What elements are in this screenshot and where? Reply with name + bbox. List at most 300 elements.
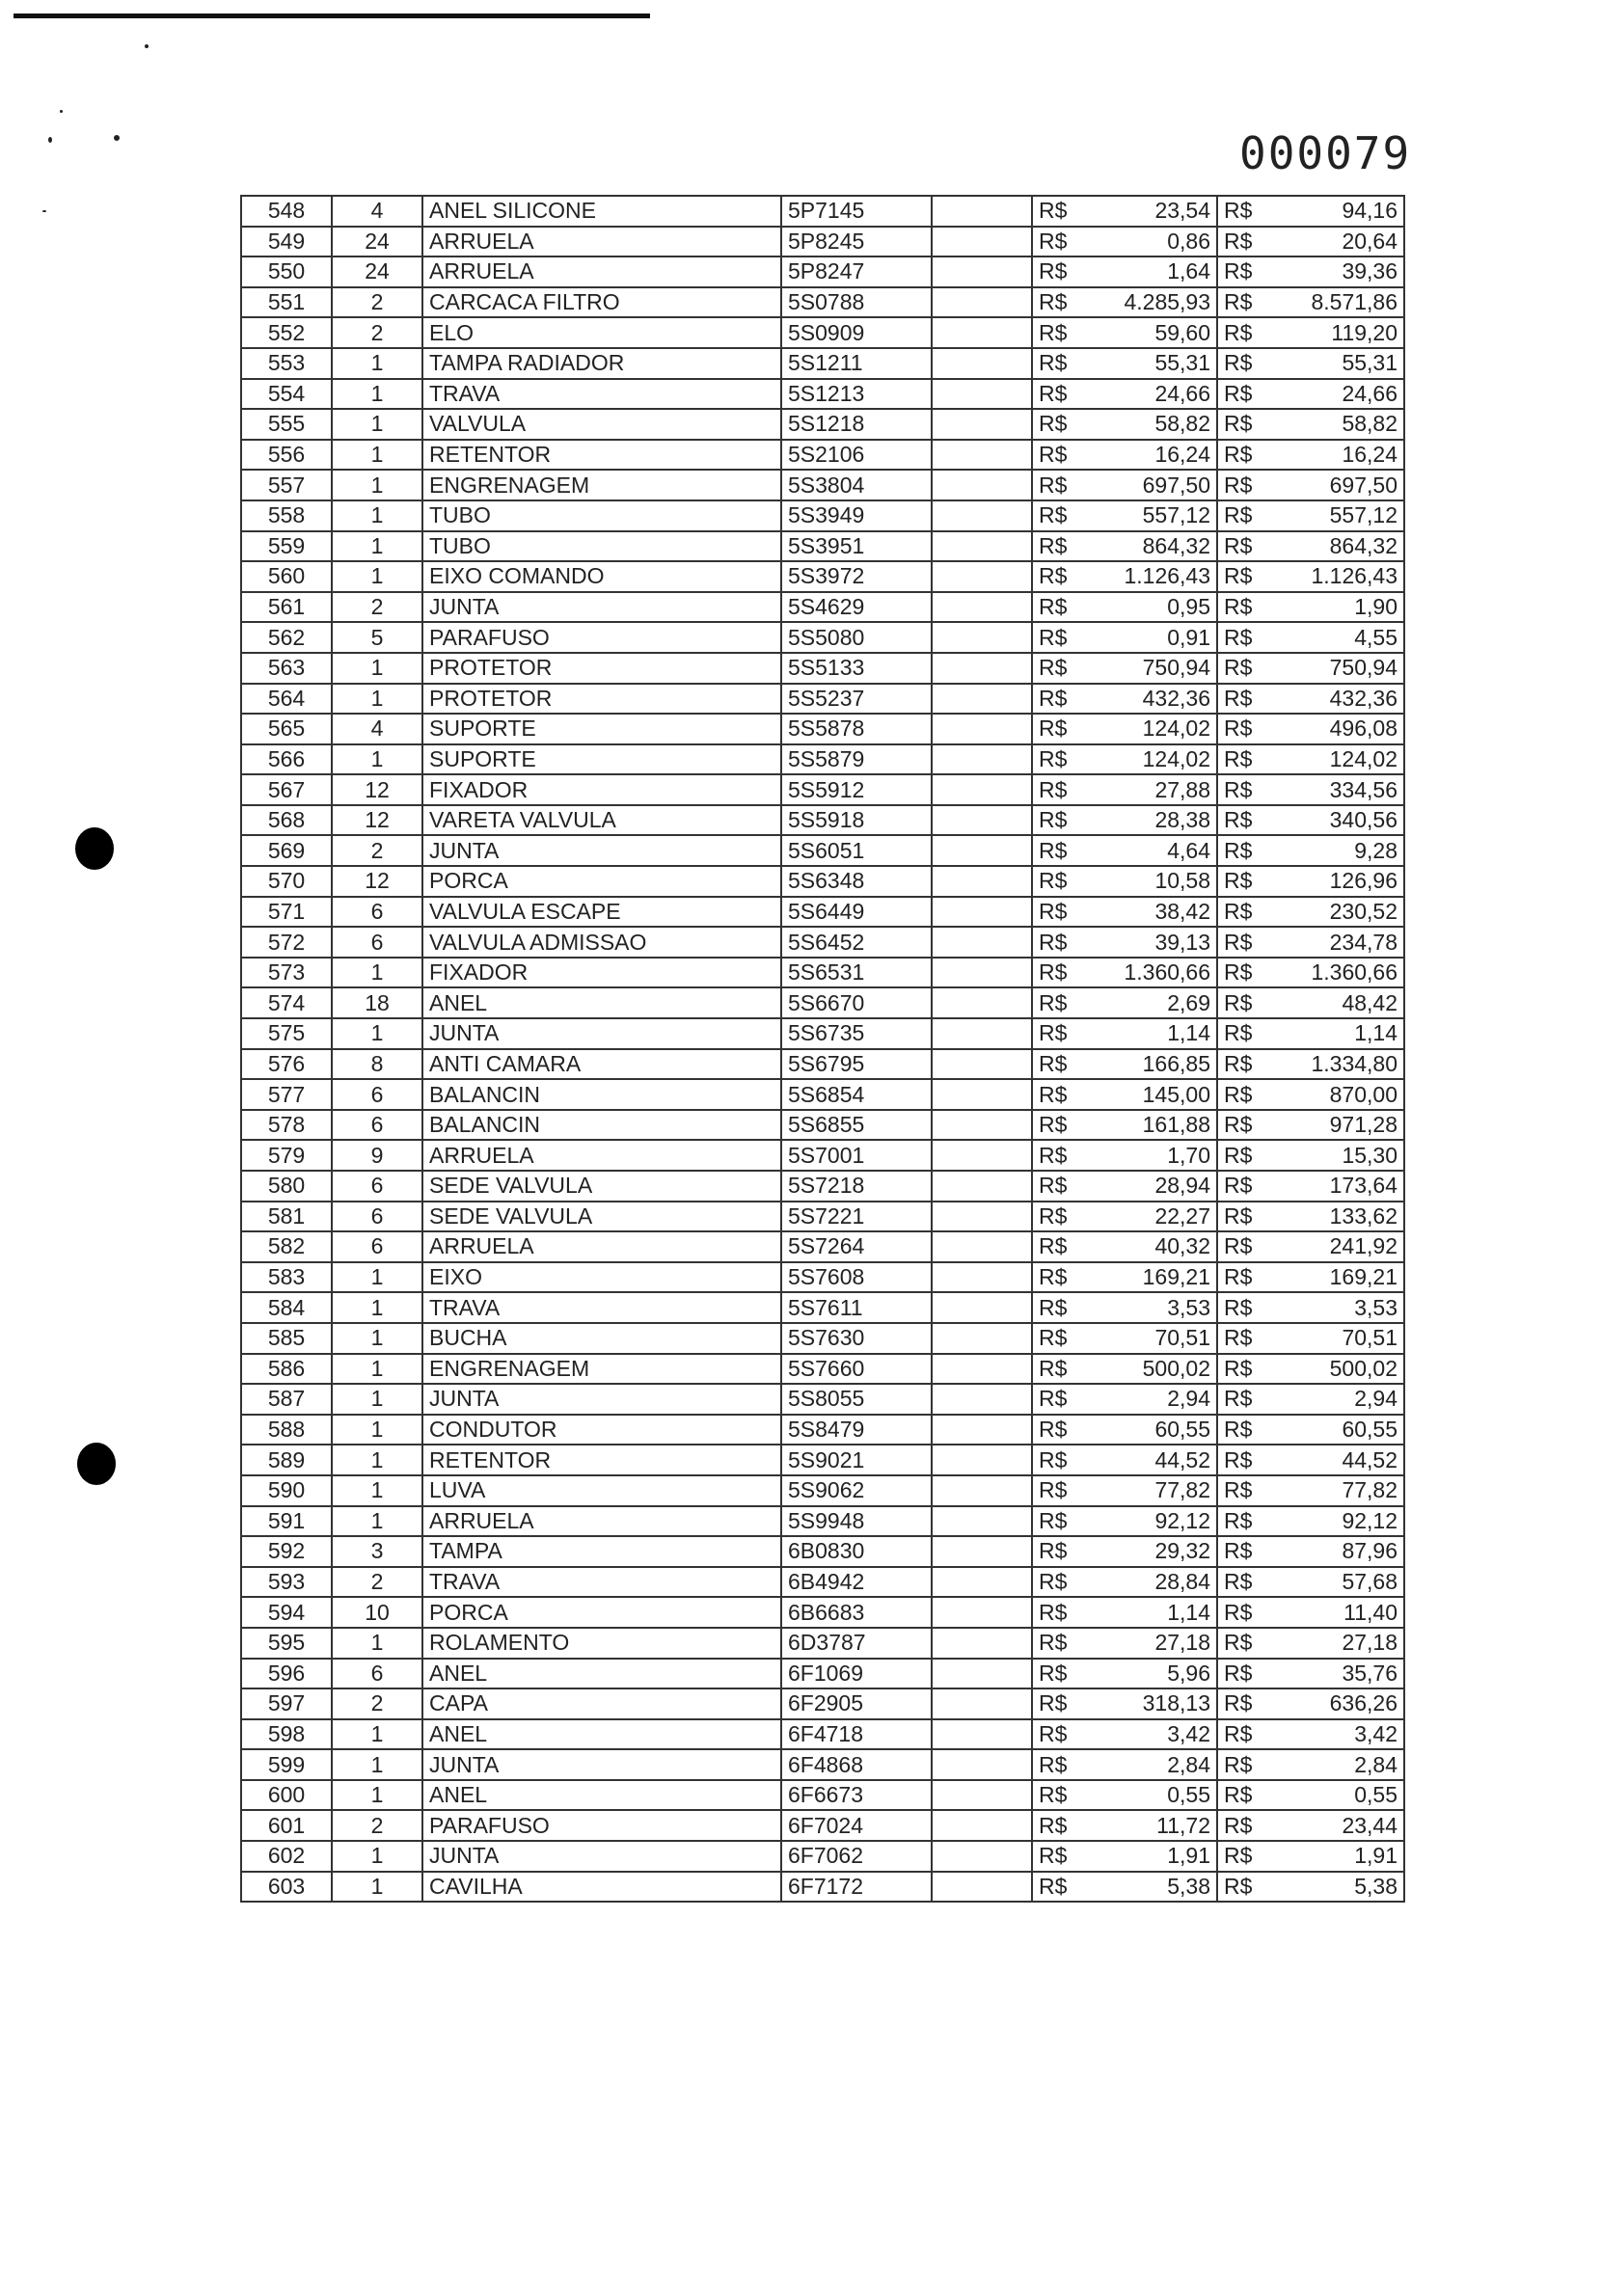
item-number-cell: 585 — [241, 1323, 332, 1354]
blank-cell — [932, 1262, 1032, 1293]
total-price-cell: 87,96 — [1275, 1536, 1404, 1567]
part-code-cell: 5S6795 — [781, 1049, 932, 1080]
total-price-cell: 124,02 — [1275, 744, 1404, 775]
description-cell: LUVA — [422, 1475, 781, 1506]
part-code-cell: 5S6854 — [781, 1079, 932, 1110]
part-code-cell: 6F7024 — [781, 1810, 932, 1841]
unit-price-cell: 864,32 — [1092, 531, 1217, 562]
currency-label: R$ — [1032, 409, 1092, 440]
description-cell: ARRUELA — [422, 1506, 781, 1537]
part-code-cell: 6F1069 — [781, 1659, 932, 1689]
currency-label: R$ — [1217, 1384, 1275, 1415]
blank-cell — [932, 1506, 1032, 1537]
currency-label: R$ — [1217, 592, 1275, 623]
unit-price-cell: 59,60 — [1092, 317, 1217, 348]
currency-label: R$ — [1217, 1659, 1275, 1689]
currency-label: R$ — [1217, 1780, 1275, 1811]
currency-label: R$ — [1032, 1688, 1092, 1719]
quantity-cell: 12 — [332, 774, 422, 805]
currency-label: R$ — [1032, 1841, 1092, 1872]
description-cell: SEDE VALVULA — [422, 1171, 781, 1202]
currency-label: R$ — [1032, 379, 1092, 410]
quantity-cell: 12 — [332, 805, 422, 836]
total-price-cell: 500,02 — [1275, 1354, 1404, 1385]
unit-price-cell: 39,13 — [1092, 927, 1217, 958]
part-code-cell: 5S7660 — [781, 1354, 932, 1385]
total-price-cell: 24,66 — [1275, 379, 1404, 410]
unit-price-cell: 27,18 — [1092, 1628, 1217, 1659]
document-number: 000079 — [1239, 127, 1412, 179]
total-price-cell: 27,18 — [1275, 1628, 1404, 1659]
description-cell: PROTETOR — [422, 684, 781, 715]
part-code-cell: 5S8479 — [781, 1415, 932, 1445]
blank-cell — [932, 774, 1032, 805]
item-number-cell: 565 — [241, 714, 332, 744]
quantity-cell: 1 — [332, 958, 422, 988]
total-price-cell: 119,20 — [1275, 317, 1404, 348]
currency-label: R$ — [1217, 409, 1275, 440]
currency-label: R$ — [1217, 1749, 1275, 1780]
item-number-cell: 563 — [241, 653, 332, 684]
currency-label: R$ — [1032, 805, 1092, 836]
table-row — [241, 958, 1404, 988]
currency-label: R$ — [1217, 1231, 1275, 1262]
blank-cell — [932, 227, 1032, 257]
blank-cell — [932, 897, 1032, 928]
currency-label: R$ — [1032, 1079, 1092, 1110]
quantity-cell: 2 — [332, 287, 422, 318]
table-row — [241, 805, 1404, 836]
part-code-cell: 5S7264 — [781, 1231, 932, 1262]
currency-label: R$ — [1032, 1536, 1092, 1567]
total-price-cell: 870,00 — [1275, 1079, 1404, 1110]
blank-cell — [932, 835, 1032, 866]
currency-label: R$ — [1032, 1506, 1092, 1537]
description-cell: ROLAMENTO — [422, 1628, 781, 1659]
unit-price-cell: 5,38 — [1092, 1872, 1217, 1903]
currency-label: R$ — [1032, 1475, 1092, 1506]
description-cell: SUPORTE — [422, 744, 781, 775]
currency-label: R$ — [1217, 1354, 1275, 1385]
table-row — [241, 684, 1404, 715]
currency-label: R$ — [1217, 714, 1275, 744]
currency-label: R$ — [1217, 1688, 1275, 1719]
quantity-cell: 5 — [332, 622, 422, 653]
currency-label: R$ — [1032, 1659, 1092, 1689]
description-cell: ENGRENAGEM — [422, 470, 781, 500]
item-number-cell: 588 — [241, 1415, 332, 1445]
unit-price-cell: 557,12 — [1092, 500, 1217, 531]
unit-price-cell: 60,55 — [1092, 1415, 1217, 1445]
scan-speck — [145, 44, 149, 48]
quantity-cell: 24 — [332, 257, 422, 287]
total-price-cell: 234,78 — [1275, 927, 1404, 958]
currency-label: R$ — [1217, 227, 1275, 257]
currency-label: R$ — [1217, 287, 1275, 318]
currency-label: R$ — [1217, 1841, 1275, 1872]
item-number-cell: 573 — [241, 958, 332, 988]
currency-label: R$ — [1032, 958, 1092, 988]
item-number-cell: 595 — [241, 1628, 332, 1659]
item-number-cell: 581 — [241, 1202, 332, 1232]
unit-price-cell: 0,95 — [1092, 592, 1217, 623]
blank-cell — [932, 1202, 1032, 1232]
item-number-cell: 576 — [241, 1049, 332, 1080]
item-number-cell: 572 — [241, 927, 332, 958]
currency-label: R$ — [1217, 379, 1275, 410]
item-number-cell: 579 — [241, 1140, 332, 1171]
currency-label: R$ — [1032, 1018, 1092, 1049]
blank-cell — [932, 958, 1032, 988]
part-code-cell: 6F2905 — [781, 1688, 932, 1719]
currency-label: R$ — [1217, 1262, 1275, 1293]
unit-price-cell: 10,58 — [1092, 866, 1217, 897]
part-code-cell: 5S7608 — [781, 1262, 932, 1293]
blank-cell — [932, 866, 1032, 897]
currency-label: R$ — [1217, 1810, 1275, 1841]
unit-price-cell: 55,31 — [1092, 348, 1217, 379]
total-price-cell: 1.334,80 — [1275, 1049, 1404, 1080]
scan-speck — [48, 137, 52, 143]
description-cell: JUNTA — [422, 592, 781, 623]
item-number-cell: 597 — [241, 1688, 332, 1719]
currency-label: R$ — [1217, 866, 1275, 897]
total-price-cell: 173,64 — [1275, 1171, 1404, 1202]
item-number-cell: 577 — [241, 1079, 332, 1110]
quantity-cell: 12 — [332, 866, 422, 897]
total-price-cell: 77,82 — [1275, 1475, 1404, 1506]
quantity-cell: 1 — [332, 379, 422, 410]
table-row — [241, 1049, 1404, 1080]
total-price-cell: 1.360,66 — [1275, 958, 1404, 988]
blank-cell — [932, 1597, 1032, 1628]
item-number-cell: 584 — [241, 1292, 332, 1323]
blank-cell — [932, 1231, 1032, 1262]
table-row — [241, 1688, 1404, 1719]
part-code-cell: 5S5879 — [781, 744, 932, 775]
part-code-cell: 5S7218 — [781, 1171, 932, 1202]
item-number-cell: 603 — [241, 1872, 332, 1903]
currency-label: R$ — [1217, 196, 1275, 227]
quantity-cell: 6 — [332, 1659, 422, 1689]
table-row — [241, 1536, 1404, 1567]
quantity-cell: 1 — [332, 744, 422, 775]
description-cell: CONDUTOR — [422, 1415, 781, 1445]
part-code-cell: 5S5237 — [781, 684, 932, 715]
blank-cell — [932, 1079, 1032, 1110]
table-row — [241, 1872, 1404, 1903]
part-code-cell: 5S5918 — [781, 805, 932, 836]
quantity-cell: 4 — [332, 196, 422, 227]
quantity-cell: 24 — [332, 227, 422, 257]
unit-price-cell: 5,96 — [1092, 1659, 1217, 1689]
unit-price-cell: 1,14 — [1092, 1597, 1217, 1628]
currency-label: R$ — [1032, 531, 1092, 562]
unit-price-cell: 92,12 — [1092, 1506, 1217, 1537]
currency-label: R$ — [1217, 1567, 1275, 1598]
currency-label: R$ — [1217, 1140, 1275, 1171]
quantity-cell: 1 — [332, 1780, 422, 1811]
table-row — [241, 257, 1404, 287]
blank-cell — [932, 1049, 1032, 1080]
item-number-cell: 594 — [241, 1597, 332, 1628]
part-code-cell: 5S7630 — [781, 1323, 932, 1354]
table-row — [241, 774, 1404, 805]
part-code-cell: 5S9948 — [781, 1506, 932, 1537]
currency-label: R$ — [1032, 227, 1092, 257]
scan-speck — [114, 135, 120, 141]
currency-label: R$ — [1217, 1292, 1275, 1323]
quantity-cell: 1 — [332, 1719, 422, 1750]
total-price-cell: 16,24 — [1275, 440, 1404, 471]
unit-price-cell: 4,64 — [1092, 835, 1217, 866]
currency-label: R$ — [1217, 1872, 1275, 1903]
unit-price-cell: 2,84 — [1092, 1749, 1217, 1780]
total-price-cell: 55,31 — [1275, 348, 1404, 379]
part-code-cell: 5S3949 — [781, 500, 932, 531]
table-row — [241, 1079, 1404, 1110]
currency-label: R$ — [1217, 1628, 1275, 1659]
unit-price-cell: 16,24 — [1092, 440, 1217, 471]
part-code-cell: 5S2106 — [781, 440, 932, 471]
table-row — [241, 987, 1404, 1018]
currency-label: R$ — [1032, 1354, 1092, 1385]
table-row — [241, 1292, 1404, 1323]
currency-label: R$ — [1032, 257, 1092, 287]
unit-price-cell: 166,85 — [1092, 1049, 1217, 1080]
total-price-cell: 20,64 — [1275, 227, 1404, 257]
currency-label: R$ — [1032, 1171, 1092, 1202]
unit-price-cell: 432,36 — [1092, 684, 1217, 715]
item-number-cell: 566 — [241, 744, 332, 775]
currency-label: R$ — [1217, 1202, 1275, 1232]
total-price-cell: 2,84 — [1275, 1749, 1404, 1780]
table-row — [241, 1506, 1404, 1537]
table-row — [241, 866, 1404, 897]
quantity-cell: 1 — [332, 500, 422, 531]
item-number-cell: 598 — [241, 1719, 332, 1750]
unit-price-cell: 1.360,66 — [1092, 958, 1217, 988]
total-price-cell: 750,94 — [1275, 653, 1404, 684]
part-code-cell: 5S5080 — [781, 622, 932, 653]
currency-label: R$ — [1032, 1049, 1092, 1080]
item-number-cell: 593 — [241, 1567, 332, 1598]
description-cell: TRAVA — [422, 379, 781, 410]
blank-cell — [932, 1872, 1032, 1903]
unit-price-cell: 23,54 — [1092, 196, 1217, 227]
item-number-cell: 590 — [241, 1475, 332, 1506]
quantity-cell: 1 — [332, 1018, 422, 1049]
description-cell: PARAFUSO — [422, 1810, 781, 1841]
description-cell: EIXO — [422, 1262, 781, 1293]
unit-price-cell: 2,94 — [1092, 1384, 1217, 1415]
table-row — [241, 622, 1404, 653]
unit-price-cell: 1,70 — [1092, 1140, 1217, 1171]
currency-label: R$ — [1032, 1810, 1092, 1841]
quantity-cell: 2 — [332, 1567, 422, 1598]
description-cell: JUNTA — [422, 1018, 781, 1049]
description-cell: CAVILHA — [422, 1872, 781, 1903]
part-code-cell: 6B6683 — [781, 1597, 932, 1628]
total-price-cell: 5,38 — [1275, 1872, 1404, 1903]
item-number-cell: 562 — [241, 622, 332, 653]
part-code-cell: 5S6735 — [781, 1018, 932, 1049]
total-price-cell: 557,12 — [1275, 500, 1404, 531]
part-code-cell: 6B4942 — [781, 1567, 932, 1598]
blank-cell — [932, 1445, 1032, 1475]
blank-cell — [932, 653, 1032, 684]
description-cell: VALVULA ADMISSAO — [422, 927, 781, 958]
blank-cell — [932, 1323, 1032, 1354]
quantity-cell: 6 — [332, 1202, 422, 1232]
part-code-cell: 5S6855 — [781, 1110, 932, 1141]
item-number-cell: 553 — [241, 348, 332, 379]
item-number-cell: 555 — [241, 409, 332, 440]
blank-cell — [932, 684, 1032, 715]
part-code-cell: 5S7221 — [781, 1202, 932, 1232]
item-number-cell: 580 — [241, 1171, 332, 1202]
quantity-cell: 6 — [332, 1079, 422, 1110]
blank-cell — [932, 1018, 1032, 1049]
punch-hole-top — [75, 827, 114, 870]
blank-cell — [932, 531, 1032, 562]
description-cell: JUNTA — [422, 1384, 781, 1415]
table-row — [241, 500, 1404, 531]
currency-label: R$ — [1032, 1231, 1092, 1262]
currency-label: R$ — [1032, 1202, 1092, 1232]
total-price-cell: 133,62 — [1275, 1202, 1404, 1232]
table-row — [241, 227, 1404, 257]
unit-price-cell: 1,91 — [1092, 1841, 1217, 1872]
table-row — [241, 1841, 1404, 1872]
quantity-cell: 1 — [332, 1628, 422, 1659]
unit-price-cell: 38,42 — [1092, 897, 1217, 928]
unit-price-cell: 4.285,93 — [1092, 287, 1217, 318]
currency-label: R$ — [1032, 622, 1092, 653]
unit-price-cell: 11,72 — [1092, 1810, 1217, 1841]
currency-label: R$ — [1032, 1110, 1092, 1141]
quantity-cell: 8 — [332, 1049, 422, 1080]
table-row — [241, 1780, 1404, 1811]
quantity-cell: 2 — [332, 1688, 422, 1719]
part-code-cell: 6F7172 — [781, 1872, 932, 1903]
quantity-cell: 1 — [332, 1749, 422, 1780]
currency-label: R$ — [1032, 470, 1092, 500]
total-price-cell: 126,96 — [1275, 866, 1404, 897]
unit-price-cell: 1,64 — [1092, 257, 1217, 287]
parts-table-body — [241, 196, 1404, 1902]
table-row — [241, 1262, 1404, 1293]
total-price-cell: 57,68 — [1275, 1567, 1404, 1598]
unit-price-cell: 28,38 — [1092, 805, 1217, 836]
total-price-cell: 60,55 — [1275, 1415, 1404, 1445]
table-row — [241, 714, 1404, 744]
description-cell: ANEL — [422, 1719, 781, 1750]
table-row — [241, 1475, 1404, 1506]
currency-label: R$ — [1217, 835, 1275, 866]
currency-label: R$ — [1032, 835, 1092, 866]
blank-cell — [932, 196, 1032, 227]
quantity-cell: 1 — [332, 1506, 422, 1537]
quantity-cell: 6 — [332, 897, 422, 928]
total-price-cell: 496,08 — [1275, 714, 1404, 744]
blank-cell — [932, 379, 1032, 410]
description-cell: PROTETOR — [422, 653, 781, 684]
currency-label: R$ — [1032, 196, 1092, 227]
currency-label: R$ — [1217, 531, 1275, 562]
part-code-cell: 5S6051 — [781, 835, 932, 866]
blank-cell — [932, 1171, 1032, 1202]
table-row — [241, 531, 1404, 562]
unit-price-cell: 169,21 — [1092, 1262, 1217, 1293]
item-number-cell: 596 — [241, 1659, 332, 1689]
currency-label: R$ — [1032, 1780, 1092, 1811]
table-row — [241, 1354, 1404, 1385]
blank-cell — [932, 1719, 1032, 1750]
part-code-cell: 5S9021 — [781, 1445, 932, 1475]
table-row — [241, 1018, 1404, 1049]
quantity-cell: 1 — [332, 1262, 422, 1293]
description-cell: BUCHA — [422, 1323, 781, 1354]
blank-cell — [932, 1628, 1032, 1659]
item-number-cell: 557 — [241, 470, 332, 500]
unit-price-cell: 29,32 — [1092, 1536, 1217, 1567]
table-row — [241, 1628, 1404, 1659]
part-code-cell: 5S6452 — [781, 927, 932, 958]
table-row — [241, 1202, 1404, 1232]
item-number-cell: 578 — [241, 1110, 332, 1141]
item-number-cell: 567 — [241, 774, 332, 805]
item-number-cell: 586 — [241, 1354, 332, 1385]
currency-label: R$ — [1032, 927, 1092, 958]
table-row — [241, 287, 1404, 318]
table-row — [241, 1171, 1404, 1202]
unit-price-cell: 77,82 — [1092, 1475, 1217, 1506]
currency-label: R$ — [1217, 1506, 1275, 1537]
unit-price-cell: 0,86 — [1092, 227, 1217, 257]
part-code-cell: 6F4718 — [781, 1719, 932, 1750]
unit-price-cell: 58,82 — [1092, 409, 1217, 440]
currency-label: R$ — [1032, 1292, 1092, 1323]
blank-cell — [932, 1810, 1032, 1841]
description-cell: ARRUELA — [422, 1140, 781, 1171]
unit-price-cell: 24,66 — [1092, 379, 1217, 410]
blank-cell — [932, 500, 1032, 531]
quantity-cell: 1 — [332, 1292, 422, 1323]
currency-label: R$ — [1032, 774, 1092, 805]
description-cell: BALANCIN — [422, 1110, 781, 1141]
description-cell: SEDE VALVULA — [422, 1202, 781, 1232]
item-number-cell: 583 — [241, 1262, 332, 1293]
part-code-cell: 5S7001 — [781, 1140, 932, 1171]
part-code-cell: 6B0830 — [781, 1536, 932, 1567]
blank-cell — [932, 1688, 1032, 1719]
total-price-cell: 4,55 — [1275, 622, 1404, 653]
currency-label: R$ — [1032, 1415, 1092, 1445]
table-row — [241, 835, 1404, 866]
description-cell: FIXADOR — [422, 774, 781, 805]
currency-label: R$ — [1032, 1140, 1092, 1171]
blank-cell — [932, 987, 1032, 1018]
currency-label: R$ — [1217, 257, 1275, 287]
item-number-cell: 560 — [241, 561, 332, 592]
total-price-cell: 1,91 — [1275, 1841, 1404, 1872]
total-price-cell: 340,56 — [1275, 805, 1404, 836]
unit-price-cell: 27,88 — [1092, 774, 1217, 805]
currency-label: R$ — [1032, 592, 1092, 623]
item-number-cell: 591 — [241, 1506, 332, 1537]
table-row — [241, 1597, 1404, 1628]
